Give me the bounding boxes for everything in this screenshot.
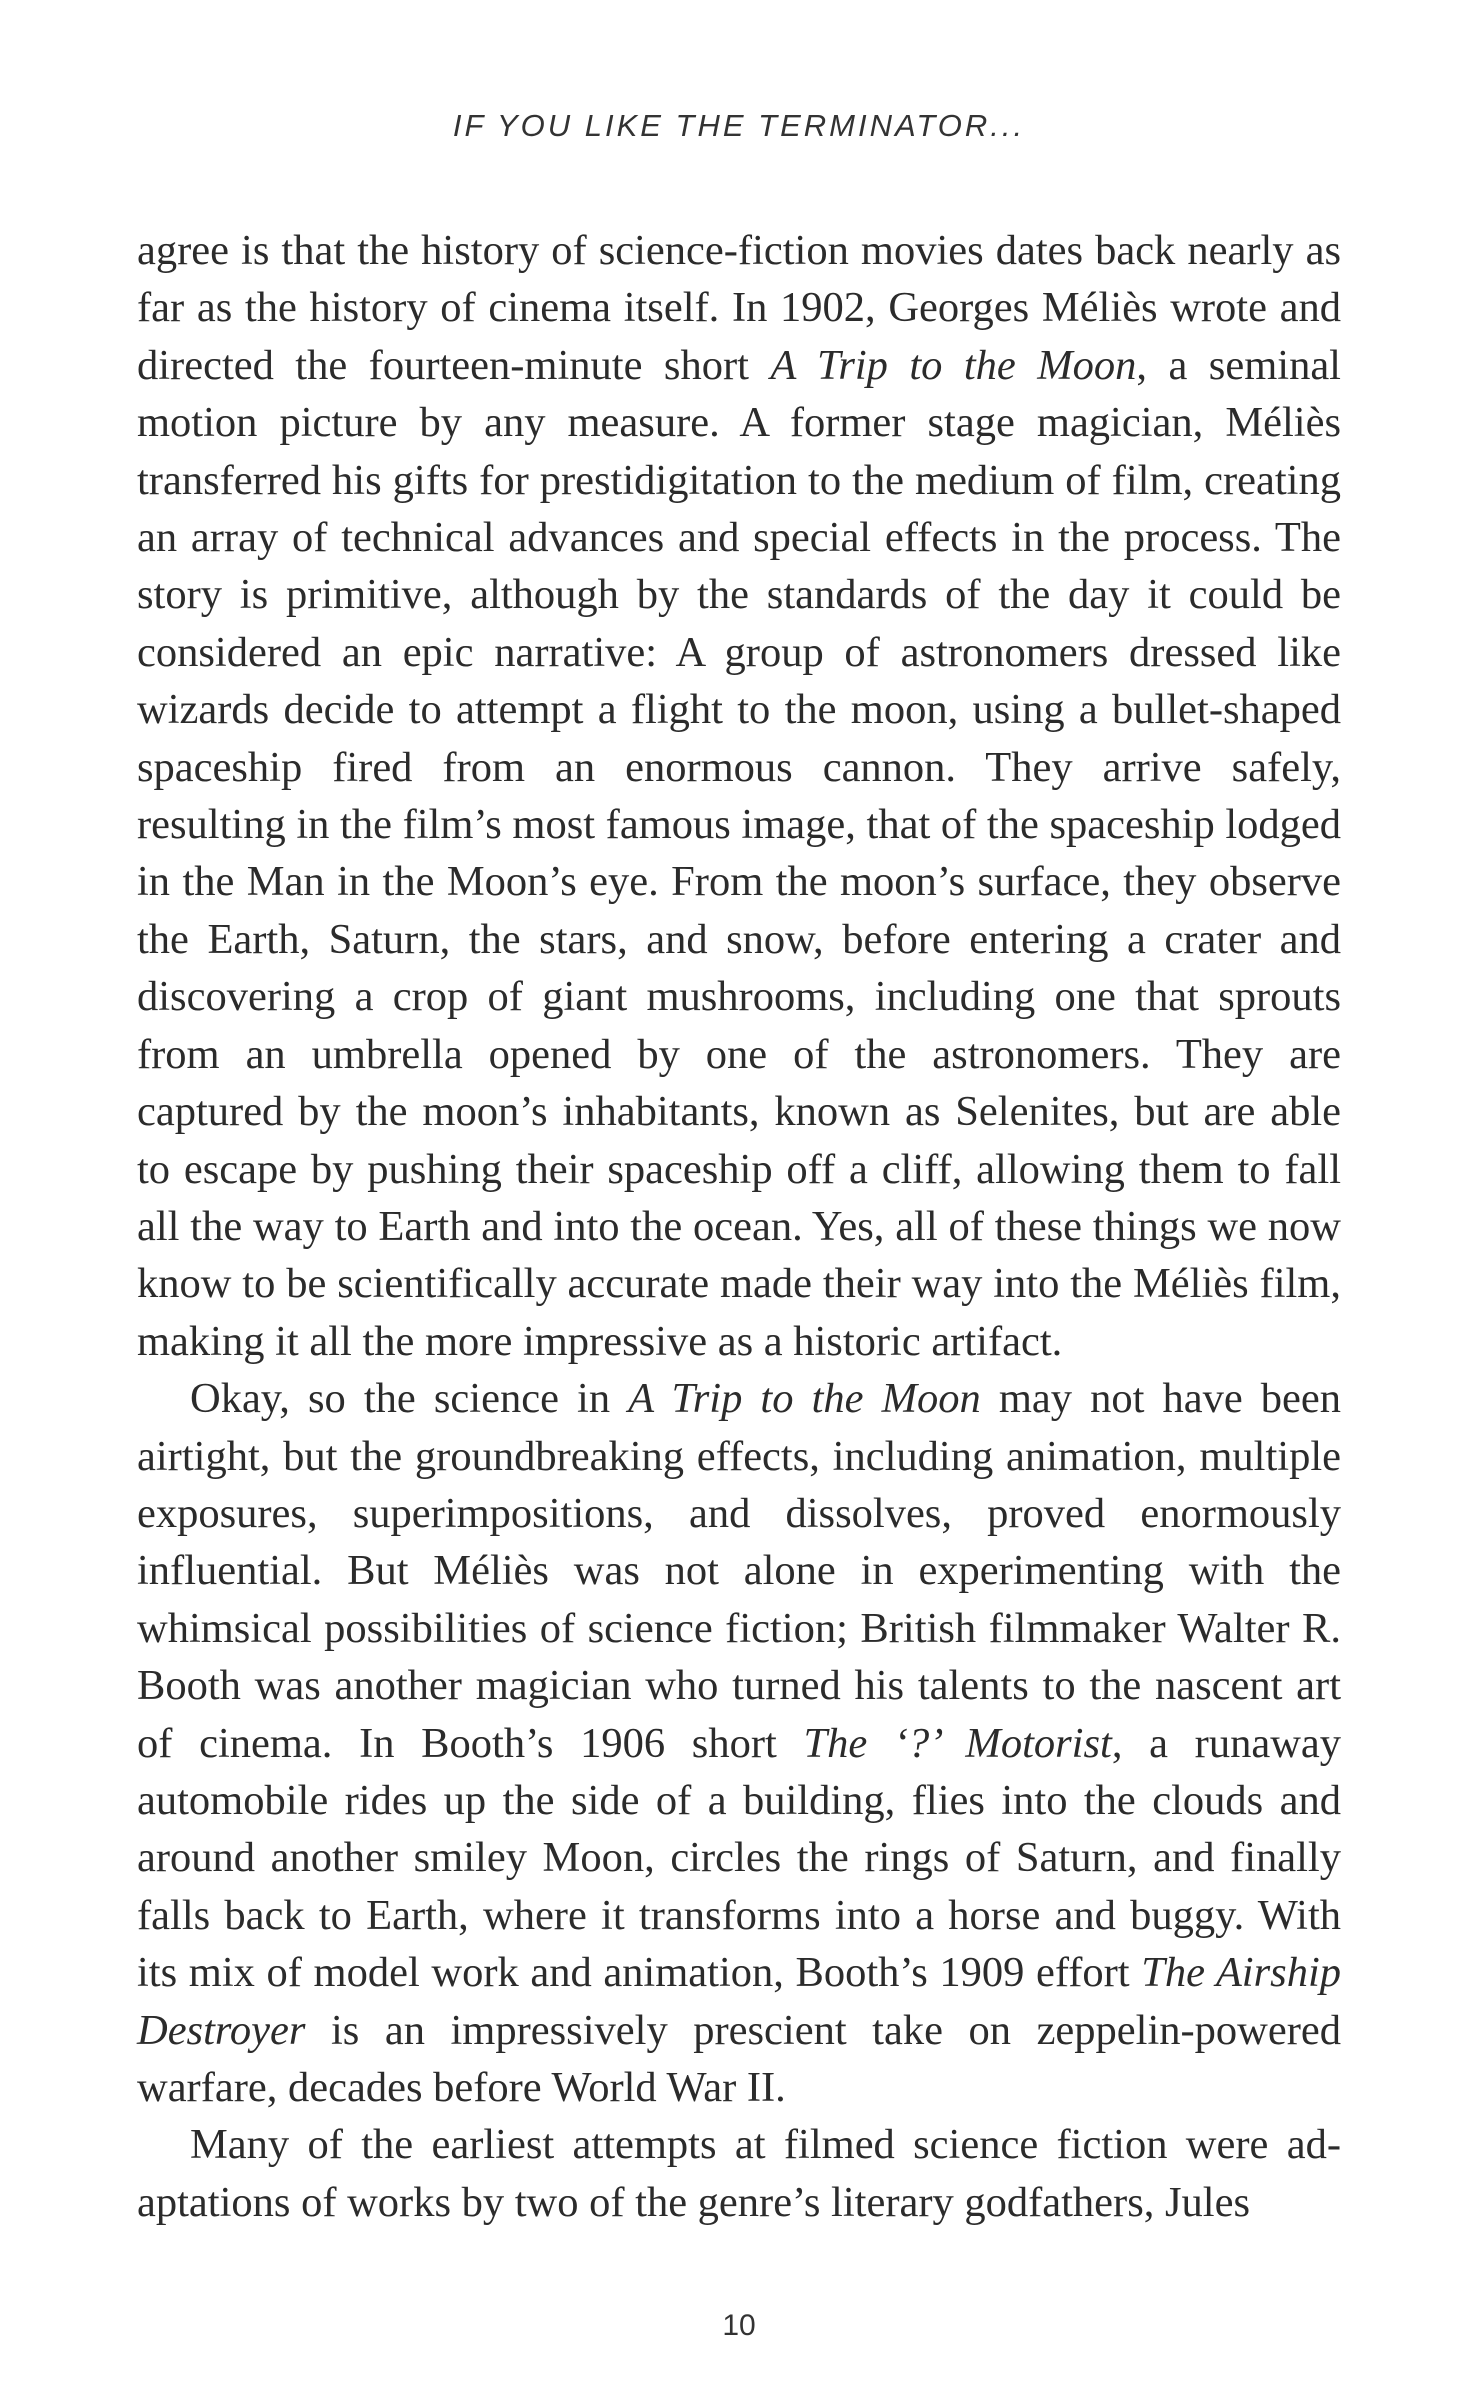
paragraph (137, 1370, 1341, 2116)
text-segment: agree is that the history of science-fiction movies dates back nearly as far as the history of cinema itself. In 1902, Georges Méliès wrote and directed the fourteen-minute short (137, 227, 1341, 389)
text-segment: may not have been airtight, but the groundbreaking effects, including animation, multiple exposures, superimpositions, and dissolves, proved enormously influential. But Méliès was not alone in experimenting with the whimsical possibilities of science fiction; British filmmaker Walter R. Booth was another magician who turned his talents to the nascent art of cinema. In Booth’s 1906 short (137, 1375, 1342, 1767)
paragraph (137, 222, 1341, 1370)
film-title: A Trip to the Moon (770, 341, 1137, 389)
text-segment: Many of the earliest attempts at filmed science fiction were adaptations of works by two of the genre’s literary godfathers, Jules (137, 2121, 1341, 2226)
text-segment: , a seminal motion picture by any measure. A former stage magician, Méliès transferred his gifts for prestidigitation to the medium of film, creating an array of technical advances and special effects in the process. The story is primitive, although by the standards of the day it could be considered an epic narrative: A group of astronomers dressed like wizards decide to attempt a flight to the moon, using a bullet-shaped spaceship fired from an enormous cannon. They arrive safely, resulting in the film’s most famous image, that of the spaceship lodged in the Man in the Moon’s eye. From the moon’s surface, they observe the Earth, Saturn, the stars, and snow, before entering a crater and discovering a crop of giant mushrooms, including one that sprouts from an umbrella opened by one of the astronomers. They are captured by the moon’s inhabitants, known as Selenites, but are able to escape by pushing their spaceship off a cliff, allowing them to fall all the way to Earth and into the ocean. Yes, all of these things we now know to be scientifically accurate made their way into the Méliès film, making it all the more impressive as a historic artifact. (137, 341, 1341, 1365)
text-segment: , a runaway automobile rides up the side of a building, flies into the clouds and around another smiley Moon, circles the rings of Saturn, and finally falls back to Earth, where it transforms into a horse and buggy. With its mix of model work and animation, Booth’s 1909 effort (137, 1719, 1341, 1997)
film-title: The Airship Destroyer (137, 1949, 1342, 2054)
page-number: 10 (722, 2309, 756, 2342)
running-head: IF YOU LIKE THE TERMINATOR... (452, 108, 1026, 143)
paragraph (137, 2116, 1341, 2231)
text-segment: Okay, so the science in (190, 1375, 629, 1423)
text-segment: is an impressively prescient take on zeppelin-powered warfare, decades before World War II. (137, 2006, 1341, 2111)
body-text (137, 222, 1341, 2231)
film-title: The ‘?’ Motorist (803, 1719, 1112, 1767)
film-title: A Trip to the Moon (628, 1375, 981, 1423)
